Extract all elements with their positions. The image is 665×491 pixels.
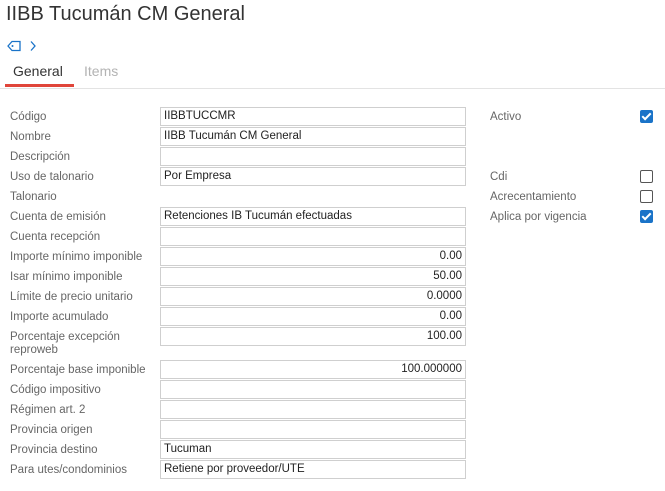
regimen-field[interactable] xyxy=(160,400,466,419)
importe-acumulado-field[interactable]: 0.00 xyxy=(160,307,466,326)
importe-acumulado-label: Importe acumulado xyxy=(10,311,109,323)
page-title: IIBB Tucumán CM General xyxy=(6,3,245,25)
title-icons xyxy=(7,38,37,54)
para-utes-field[interactable]: Retiene por proveedor/UTE xyxy=(160,460,466,479)
limite-precio-field[interactable]: 0.0000 xyxy=(160,287,466,306)
codigo-label: Código xyxy=(10,111,47,123)
codigo-impositivo-label: Código impositivo xyxy=(10,384,101,396)
aplica-vigencia-checkbox[interactable] xyxy=(640,210,653,223)
porcentaje-excepcion-label: Porcentaje excepción reproweb xyxy=(10,331,120,356)
aplica-vigencia-label: Aplica por vigencia xyxy=(490,211,587,223)
chevron-right-icon[interactable] xyxy=(29,40,37,52)
active-tab-indicator xyxy=(5,84,74,87)
porcentaje-base-label: Porcentaje base imponible xyxy=(10,364,146,376)
tab-bar xyxy=(0,58,665,89)
nombre-label: Nombre xyxy=(10,131,51,143)
cuenta-recepcion-field[interactable] xyxy=(160,227,466,246)
nombre-field[interactable]: IIBB Tucumán CM General xyxy=(160,127,466,146)
uso-talonario-field[interactable]: Por Empresa xyxy=(160,167,466,186)
cuenta-emision-label: Cuenta de emisión xyxy=(10,211,106,223)
cuenta-emision-field[interactable]: Retenciones IB Tucumán efectuadas xyxy=(160,207,466,226)
acrecentamiento-checkbox[interactable] xyxy=(640,190,653,203)
acrecentamiento-label: Acrecentamiento xyxy=(490,191,577,203)
para-utes-label: Para utes/condominios xyxy=(10,464,127,476)
activo-label: Activo xyxy=(490,111,522,123)
tab-items[interactable]: Items xyxy=(84,63,119,79)
codigo-field[interactable]: IIBBTUCCMR xyxy=(160,107,466,126)
provincia-origen-label: Provincia origen xyxy=(10,424,93,436)
isar-minimo-field[interactable]: 50.00 xyxy=(160,267,466,286)
codigo-impositivo-field[interactable] xyxy=(160,380,466,399)
descripcion-label: Descripción xyxy=(10,151,71,163)
tab-general[interactable]: General xyxy=(13,63,63,79)
porcentaje-base-field[interactable]: 100.000000 xyxy=(160,360,466,379)
cdi-checkbox[interactable] xyxy=(640,170,653,183)
provincia-destino-field[interactable]: Tucuman xyxy=(160,440,466,459)
cuenta-recepcion-label: Cuenta recepción xyxy=(10,231,101,243)
porcentaje-excepcion-field[interactable]: 100.00 xyxy=(160,327,466,346)
regimen-label: Régimen art. 2 xyxy=(10,404,86,416)
activo-checkbox[interactable] xyxy=(640,110,653,123)
limite-precio-label: Límite de precio unitario xyxy=(10,291,133,303)
importe-minimo-field[interactable]: 0.00 xyxy=(160,247,466,266)
uso-talonario-label: Uso de talonario xyxy=(10,171,94,183)
descripcion-field[interactable] xyxy=(160,147,466,166)
importe-minimo-label: Importe mínimo imponible xyxy=(10,251,143,263)
talonario-label: Talonario xyxy=(10,191,57,203)
provincia-origen-field[interactable] xyxy=(160,420,466,439)
provincia-destino-label: Provincia destino xyxy=(10,444,98,456)
isar-minimo-label: Isar mínimo imponible xyxy=(10,271,123,283)
cdi-label: Cdi xyxy=(490,171,508,183)
tag-icon[interactable] xyxy=(7,40,21,52)
